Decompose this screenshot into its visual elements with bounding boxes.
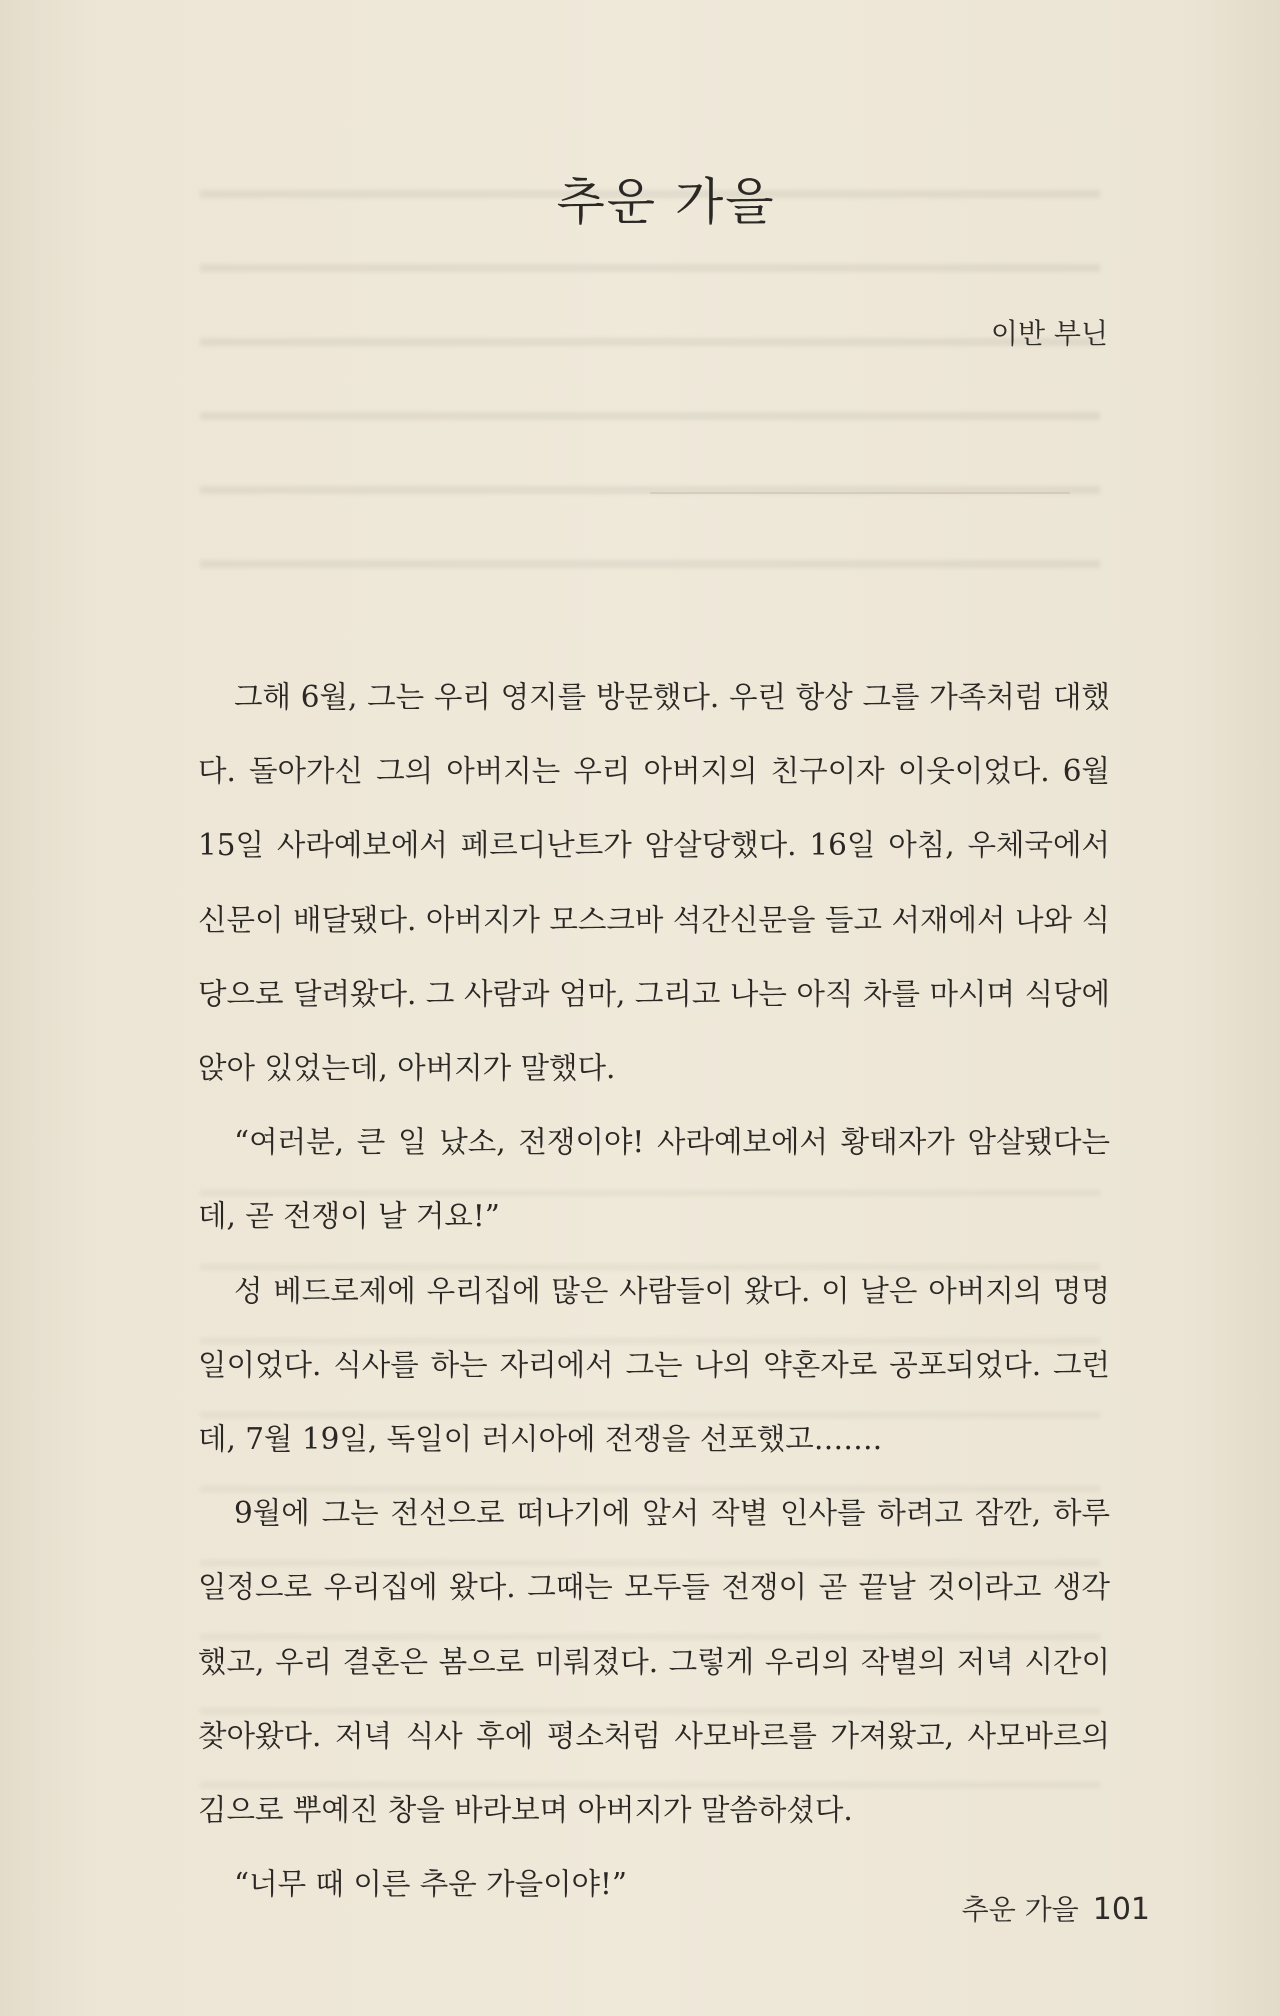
page-number: 101 [1092,1892,1150,1927]
paragraph: 그해 6월, 그는 우리 영지를 방문했다. 우린 항상 그를 가족처럼 대했다. 돌아가신 그의 아버지는 우리 아버지의 친구이자 이웃이었다. 6월 15일 사라예보에서 페르디난트가 암살당했다. 16일 아침, 우체국에서 신문이 배달됐다. 아버지가 모스크바 석간신문을 들고 서재에서 나와 식당으로 달려왔다. 그 사람과 엄마, 그리고 나는 아직 차를 마시며 식당에 앉아 있었는데, 아버지가 말했다. [198,680,1110,1086]
chapter-title: 추운 가을 [556,173,776,231]
show-through-underline [650,492,1070,494]
running-title: 추운 가을 [961,1893,1079,1926]
body-text [198,660,1110,1921]
paragraph: 성 베드로제에 우리집에 많은 사람들이 왔다. 이 날은 아버지의 명명일이었다. 식사를 하는 자리에서 그는 나의 약혼자로 공포되었다. 그런데, 7월 19일, 독일이 러시아에 전쟁을 선포했고……. [198,1273,1110,1457]
page-footer [962,1888,1150,1928]
paragraph: “너무 때 이른 추운 가을이야!” [234,1867,627,1902]
paragraph: 9월에 그는 전선으로 떠나기에 앞서 작별 인사를 하려고 잠깐, 하루 일정으로 우리집에 왔다. 그때는 모두들 전쟁이 곧 끝날 것이라고 생각했고, 우리 결혼은 봄으로 미뤄졌다. 그렇게 우리의 작별의 저녁 시간이 찾아왔다. 저녁 식사 후에 평소처럼 사모바르를 가져왔고, 사모바르의 김으로 뿌예진 창을 바라보며 아버지가 말씀하셨다. [198,1496,1110,1828]
chapter-author: 이반 부닌 [990,317,1108,350]
paragraph: “여러분, 큰 일 났소, 전쟁이야! 사라예보에서 황태자가 암살됐다는데, 곧 전쟁이 날 거요!” [198,1125,1110,1234]
